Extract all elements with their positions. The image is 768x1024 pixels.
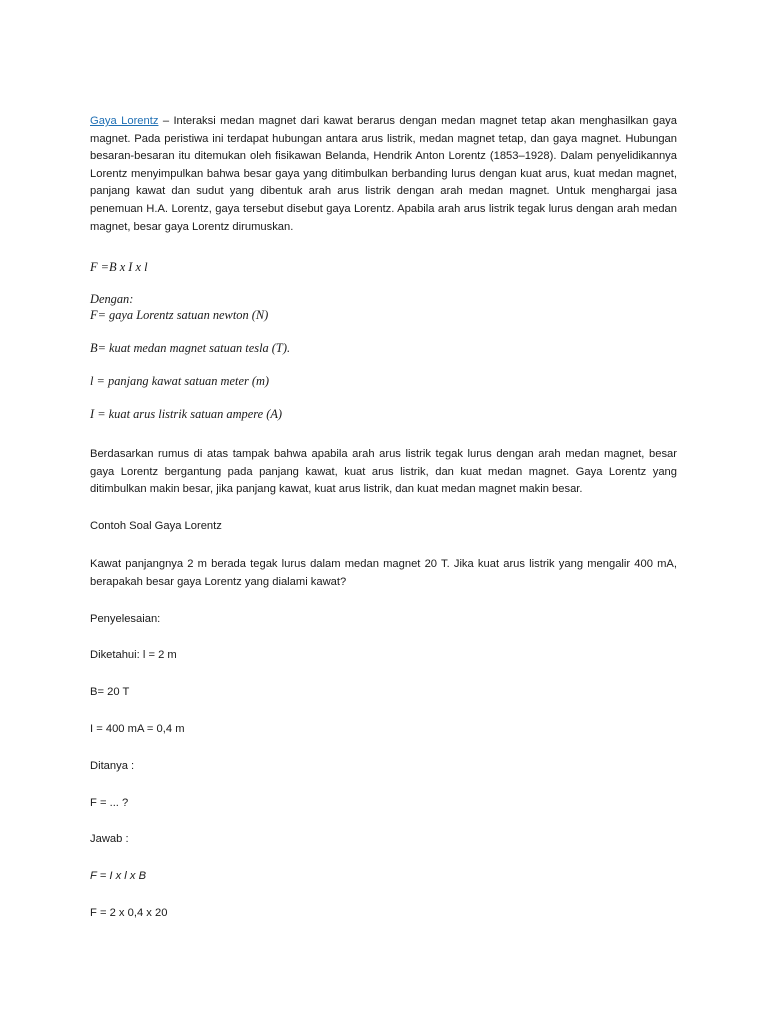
definition-length: l = panjang kawat satuan meter (m) bbox=[90, 374, 270, 388]
definition-force: F= gaya Lorentz satuan newton (N) bbox=[90, 308, 269, 322]
known-field: B= 20 T bbox=[90, 686, 130, 698]
solution-label: Penyelesaian: bbox=[90, 613, 161, 625]
explanation-paragraph: Berdasarkan rumus di atas tampak bahwa apabila arah arus listrik tegak lurus dengan arah medan magnet, besar gaya Lorentz bergantung pada panjang kawat, kuat arus listrik, dan kuat medan magnet. Gaya Lorentz yang ditimbulkan makin besar, jika panjang kawat, kuat arus listrik, dan kuat medan magnet makin besar. bbox=[90, 448, 677, 496]
intro-text: – Interaksi medan magnet dari kawat berarus dengan medan magnet tetap akan menghasilkan gaya magnet. Pada peristiwa ini terdapat hubungan antara arus listrik, medan magnet tetap, dan gaya magnet. Hubungan besaran-besaran itu ditemukan oleh fisikawan Belanda, Hendrik Anton Lorentz (1853–1928). Dalam penyelidikannya Lorentz menyimpulkan bahwa besar gaya yang ditimbulkan berbanding lurus dengan kuat arus, kuat medan magnet, panjang kawat dan sudut yang dibentuk arah arus listrik dengan arah medan magnet. Untuk menghargai jasa penemuan H.A. Lorentz, gaya tersebut disebut gaya Lorentz. Apabila arah arus listrik tegak lurus dengan arah medan magnet, besar gaya Lorentz dirumuskan. bbox=[90, 115, 678, 233]
definition-current: I = kuat arus listrik satuan ampere (A) bbox=[90, 407, 283, 421]
asked-label: Ditanya : bbox=[90, 760, 135, 772]
answer-formula: F = I x l x B bbox=[90, 870, 147, 882]
asked-value: F = ... ? bbox=[90, 797, 129, 809]
main-formula: F =B x I x l bbox=[90, 260, 148, 274]
definition-magnetic-field: B= kuat medan magnet satuan tesla (T). bbox=[90, 341, 291, 355]
gaya-lorentz-link[interactable]: Gaya Lorentz bbox=[90, 115, 159, 127]
intro-paragraph bbox=[90, 113, 677, 236]
answer-label: Jawab : bbox=[90, 833, 129, 845]
known-current: I = 400 mA = 0,4 m bbox=[90, 723, 185, 735]
example-question: Kawat panjangnya 2 m berada tegak lurus dalam medan magnet 20 T. Jika kuat arus listrik yang mengalir 400 mA, berapakah besar gaya Lorentz yang dialami kawat? bbox=[90, 558, 677, 588]
example-title: Contoh Soal Gaya Lorentz bbox=[90, 520, 222, 532]
answer-step: F = 2 x 0,4 x 20 bbox=[90, 907, 168, 919]
known-length: Diketahui: l = 2 m bbox=[90, 649, 177, 661]
definitions-heading: Dengan: bbox=[90, 292, 134, 306]
